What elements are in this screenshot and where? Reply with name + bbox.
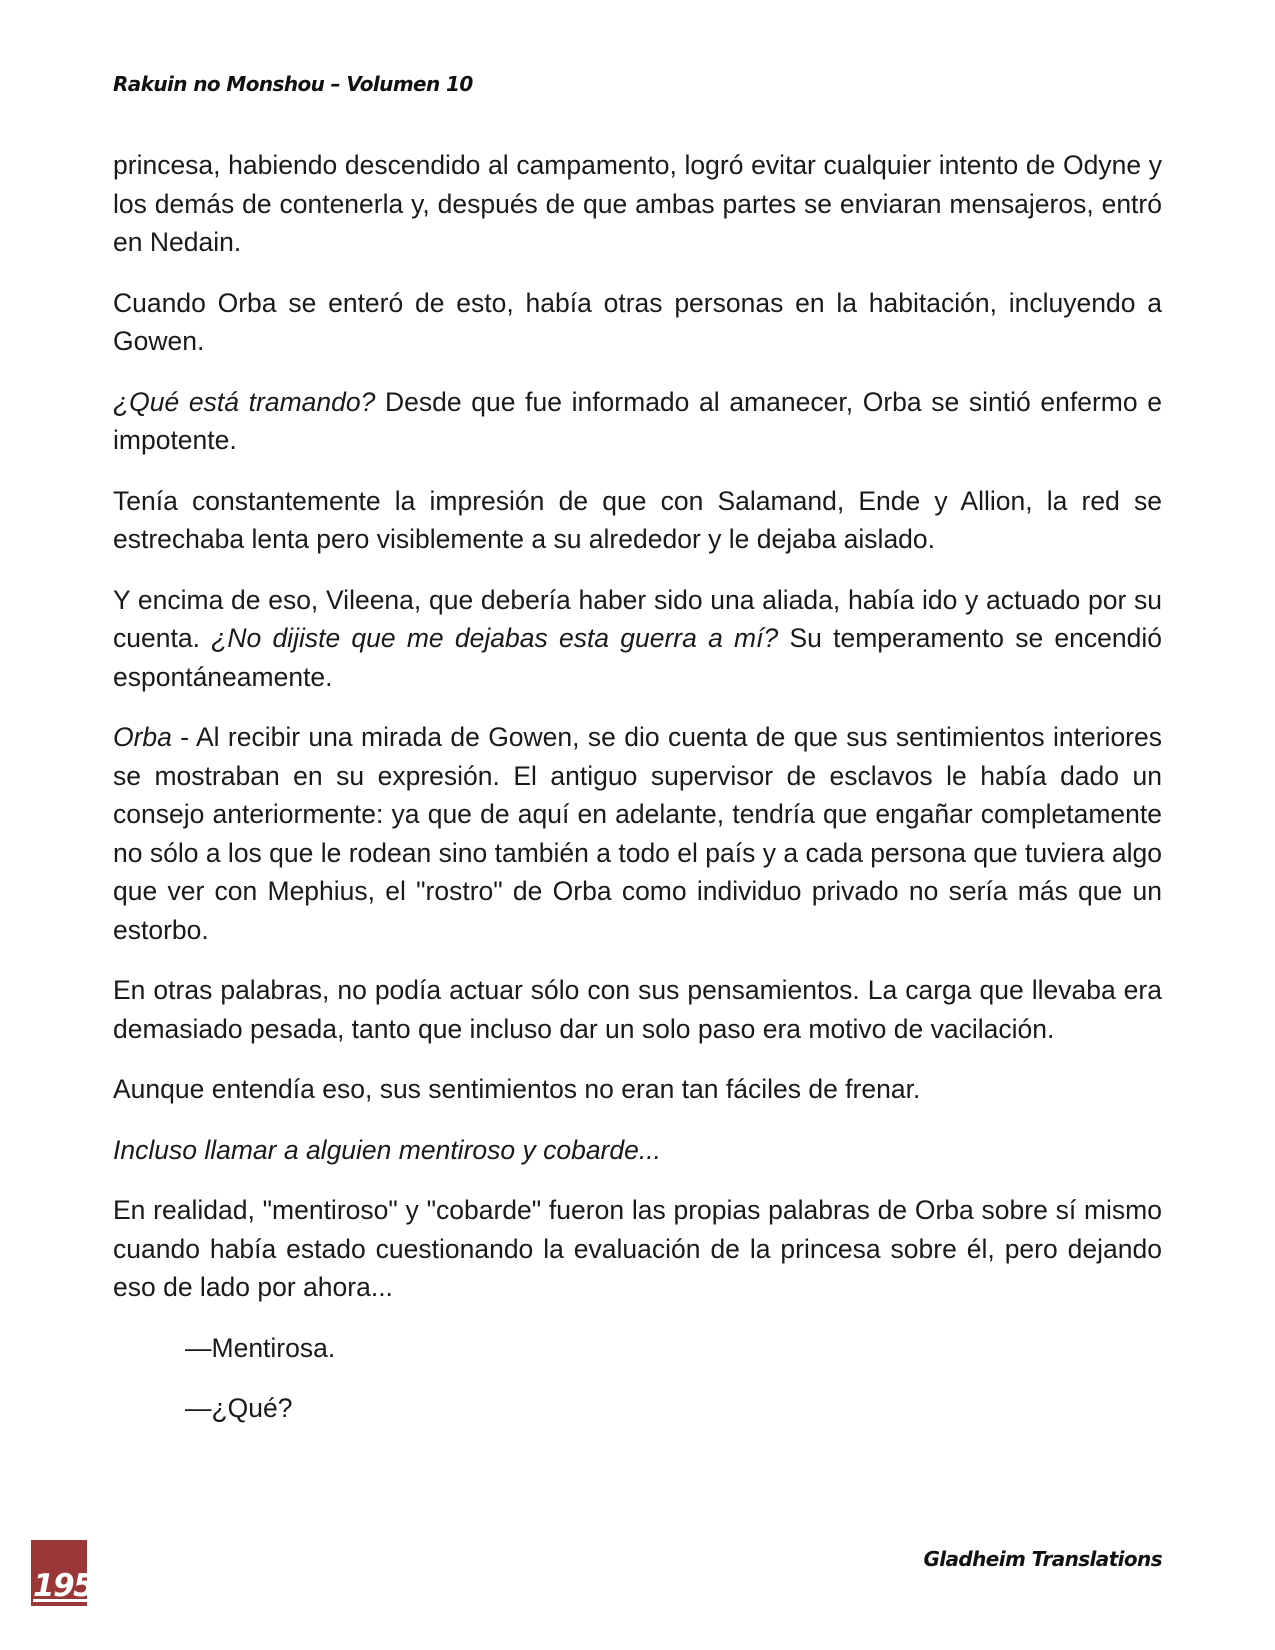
running-header: Rakuin no Monshou – Volumen 10 bbox=[113, 72, 473, 96]
dialogue-line: —¿Qué? bbox=[185, 1393, 293, 1423]
paragraph-text: Su temperamento se encendió espontáneamente. bbox=[113, 623, 1162, 692]
paragraph bbox=[113, 383, 1162, 460]
thought-text: ¿No dijiste que me dejabas esta guerra a mí? bbox=[211, 623, 779, 653]
paragraph: En otras palabras, no podía actuar sólo con sus pensamientos. La carga que llevaba era demasiado pesada, tanto que incluso dar un solo paso era motivo de vacilación. bbox=[113, 975, 1162, 1044]
paragraph: princesa, habiendo descendido al campamento, logró evitar cualquier intento de Odyne y los demás de contenerla y, después de que ambas partes se enviaran mensajeros, entró en Nedain. bbox=[113, 150, 1162, 257]
paragraph: Aunque entendía eso, sus sentimientos no eran tan fáciles de frenar. bbox=[113, 1074, 921, 1104]
page-number-badge bbox=[31, 1540, 94, 1606]
page-number: 195 bbox=[33, 1568, 94, 1604]
paragraph-text: Desde que fue informado al amanecer, Orba se sintió enfermo e impotente. bbox=[113, 386, 1162, 455]
paragraph bbox=[113, 718, 1162, 949]
paragraph bbox=[113, 581, 1162, 697]
dialogue-line: —Mentirosa. bbox=[185, 1332, 336, 1363]
paragraph: Cuando Orba se enteró de esto, había otras personas en la habitación, incluyendo a Gowen. bbox=[113, 287, 1162, 356]
thought-paragraph: Incluso llamar a alguien mentiroso y cobarde... bbox=[113, 1134, 661, 1165]
paragraph-text: - Al recibir una mirada de Gowen, se dio cuenta de que sus sentimientos interiores se mostraban en su expresión. El antiguo supervisor de esclavos le había dado un consejo anteriormente: ya que de aquí en adelante, tendría que engañar completamente no sólo a los que le rodean sino también a todo el país y a cada persona que tuviera algo que ver con Mephius, el "rostro" de Orba como individuo privado no sería más que un estorbo. bbox=[113, 722, 1162, 945]
paragraph: Tenía constantemente la impresión de que con Salamand, Ende y Allion, la red se estrechaba lenta pero visiblemente a su alrededor y le dejaba aislado. bbox=[113, 485, 1162, 554]
page-body bbox=[113, 146, 1162, 1450]
paragraph-text: Y encima de eso, Vileena, que debería haber sido una aliada, había ido y actuado por su cuenta. bbox=[113, 584, 1162, 653]
translator-credit: Gladheim Translations bbox=[923, 1547, 1162, 1571]
thought-text: Orba bbox=[113, 722, 172, 752]
thought-text: ¿Qué está tramando? bbox=[113, 386, 376, 417]
paragraph: En realidad, "mentiroso" y "cobarde" fueron las propias palabras de Orba sobre sí mismo cuando había estado cuestionando la evaluación de la princesa sobre él, pero dejando eso de lado por ahora... bbox=[113, 1195, 1162, 1302]
